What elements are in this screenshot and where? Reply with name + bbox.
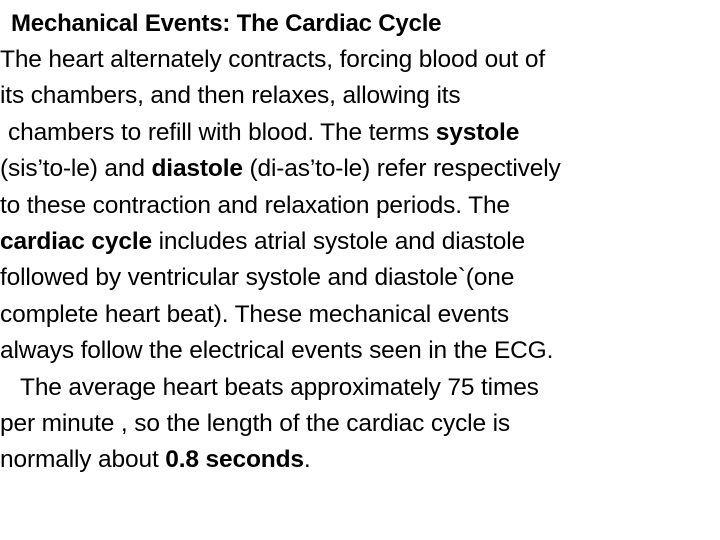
body-line-2	[0, 78, 720, 114]
body-text-fragment: always follow the electrical events seen in the ECG.	[0, 337, 554, 365]
body-text-fragment: chambers to refill with blood. The terms	[8, 118, 436, 146]
term-duration: 0.8 seconds	[165, 446, 304, 474]
body-line-3	[0, 115, 720, 151]
body-line-1	[0, 42, 720, 78]
body-text-fragment: .	[303, 446, 311, 474]
body-text-fragment: normally about	[0, 446, 166, 474]
body-line-5	[0, 188, 720, 224]
body-text-fragment: to these contraction and relaxation periods. The	[0, 191, 510, 219]
body-line-7	[0, 260, 720, 296]
body-text-fragment: followed by ventricular systole and diastole`(one	[0, 264, 515, 292]
body-text-fragment: (sis’to-le) and	[0, 155, 152, 183]
body-text-fragment: includes atrial systole and diastole	[151, 227, 526, 255]
body-line-6	[0, 224, 720, 260]
body-line-8	[0, 297, 720, 333]
term-cardiac-cycle: cardiac cycle	[0, 227, 152, 255]
body-line-4	[0, 151, 720, 187]
slide-title: Mechanical Events: The Cardiac Cycle	[11, 10, 442, 37]
body-line-10	[0, 370, 720, 406]
body-text-fragment: complete heart beat). These mechanical events	[0, 300, 509, 328]
slide-body-text	[0, 42, 720, 479]
body-line-9	[0, 333, 720, 369]
body-text-fragment: The heart alternately contracts, forcing blood out of	[0, 46, 545, 73]
body-text-fragment: The average heart beats approximately 75 times	[20, 373, 539, 401]
body-text-fragment: per minute , so the length of the cardiac cycle is	[0, 409, 510, 437]
body-line-11	[0, 406, 720, 442]
body-text-fragment: (di-as’to-le) refer respectively	[242, 155, 561, 183]
term-diastole: diastole	[151, 155, 243, 183]
term-systole: systole	[435, 118, 520, 146]
body-line-12	[0, 442, 720, 478]
body-text-fragment: its chambers, and then relaxes, allowing its	[0, 82, 461, 110]
